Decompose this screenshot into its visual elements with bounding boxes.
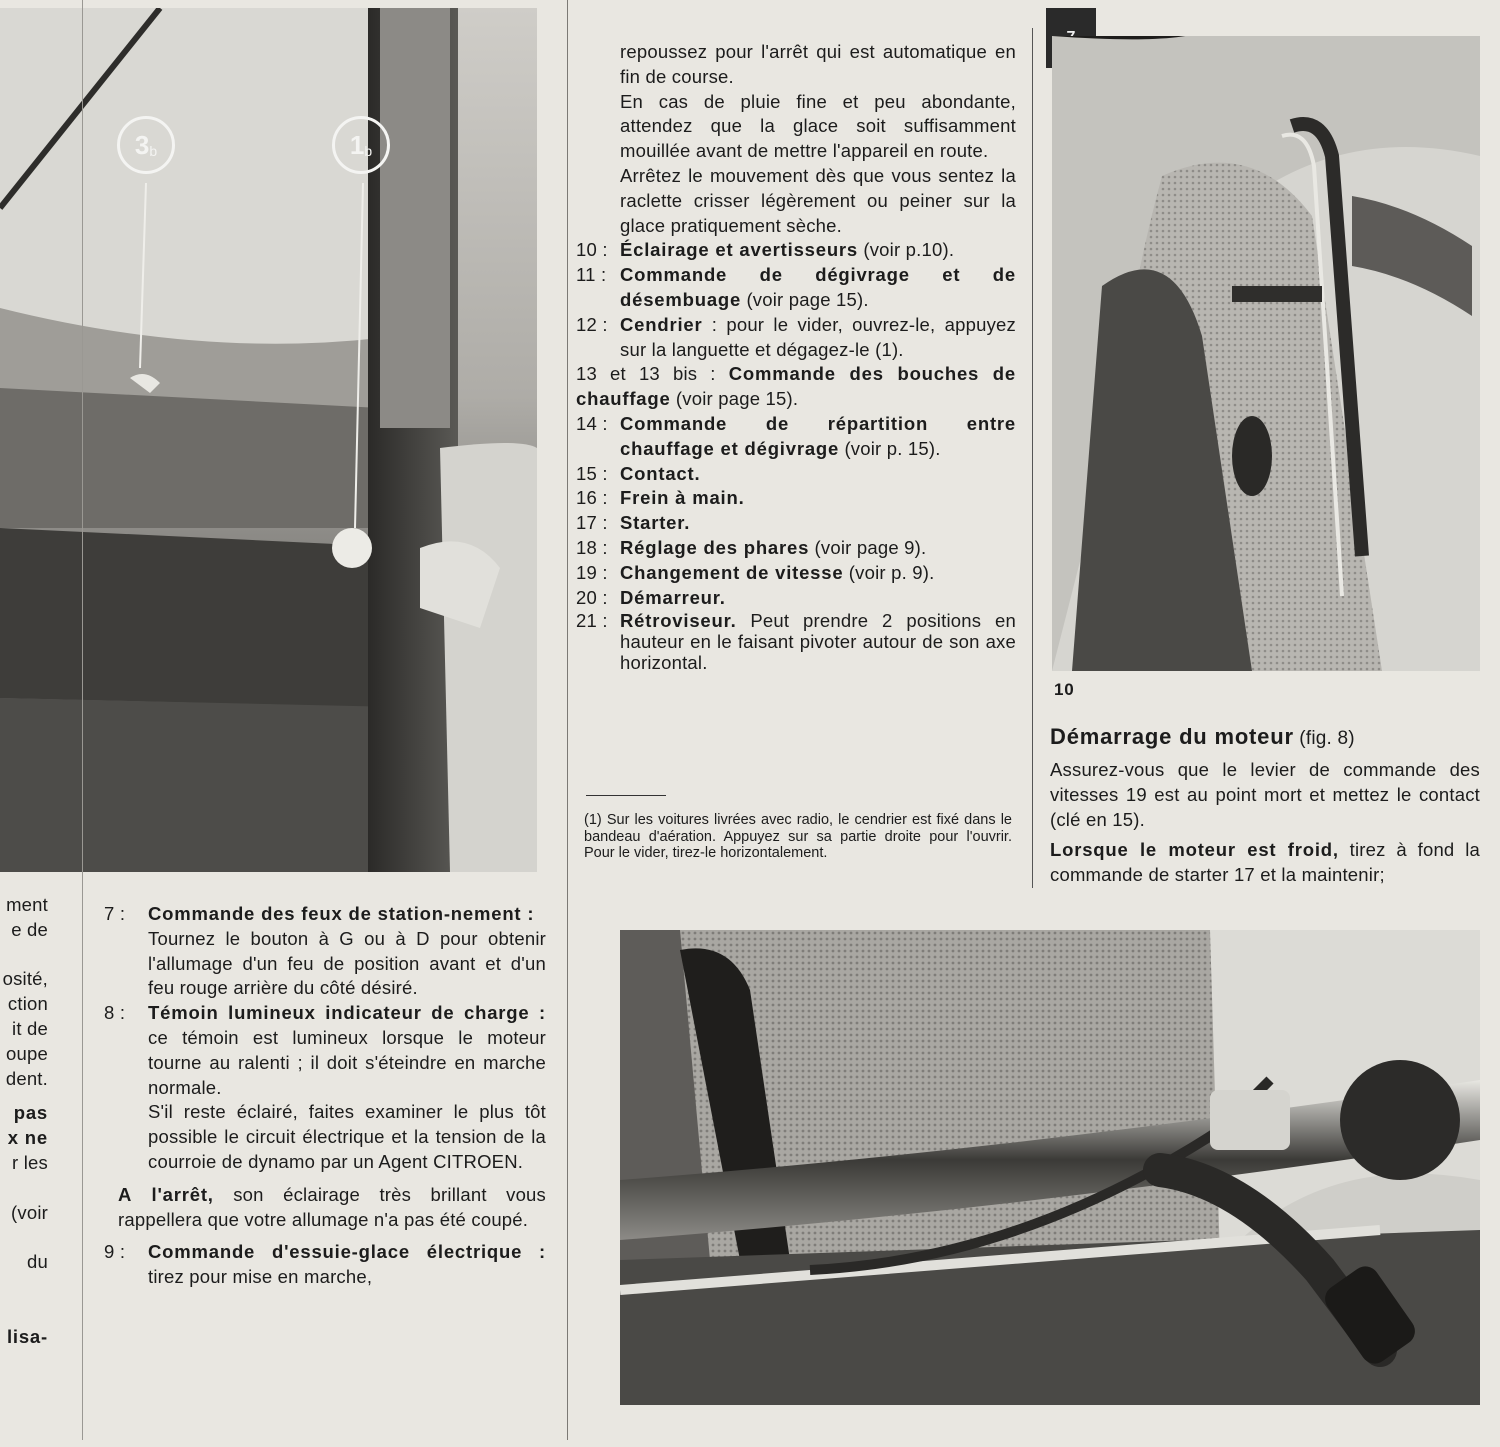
start-paragraph-2-title: Lorsque le moteur est froid, <box>1050 839 1339 861</box>
left-text-column <box>104 902 546 1290</box>
item-8 <box>104 1001 546 1175</box>
wiper-paragraph-1: repoussez pour l'arrêt qui est automatique en fin de course. <box>620 41 1016 87</box>
item-title: Réglage des phares <box>620 536 810 558</box>
edge-line <box>0 943 48 968</box>
item-rest: Peut prendre 2 positions en hauteur en le faisant pivoter autour de son axe horizontal. <box>620 610 1016 674</box>
item-number: 10 : <box>576 239 608 261</box>
item-8-body2: S'il reste éclairé, faites examiner le plus tôt possible le circuit électrique et la tension de la courroie de dynamo par un Agent CITROEN. <box>148 1101 546 1172</box>
starter-closeup-photo <box>620 930 1480 1405</box>
column-divider <box>1032 28 1033 888</box>
figure-number: 10 <box>1054 680 1075 699</box>
item-9 <box>104 1240 546 1290</box>
edge-line <box>0 1176 48 1201</box>
edge-line: it de <box>12 1017 48 1039</box>
edge-line: e de <box>11 918 48 940</box>
item-8-title: Témoin lumineux indicateur de charge : <box>148 1002 546 1024</box>
section-heading-title: Démarrage du moteur <box>1050 724 1294 749</box>
callout-3b-sub: b <box>149 143 158 159</box>
callout-1b-sub: b <box>364 143 373 159</box>
item-number: 13 et 13 bis : <box>576 363 716 385</box>
item-rest: (voir page 9). <box>809 536 927 558</box>
arret-title: A l'arrêt, <box>118 1183 214 1205</box>
list-item <box>576 486 1016 511</box>
item-rest: (voir p. 15). <box>839 437 941 459</box>
edge-line: ment <box>6 894 48 915</box>
item-number: 21 : <box>576 610 608 632</box>
list-item <box>576 263 1016 313</box>
item-number: 16 : <box>576 487 608 509</box>
list-item <box>576 536 1016 561</box>
item-9-title: Commande d'essuie-glace électrique : <box>148 1241 546 1263</box>
start-paragraph-2 <box>1050 838 1480 888</box>
list-item <box>576 238 1016 263</box>
left-page <box>0 0 560 1447</box>
item-title: Commande de répartition entre chauffage et dégivrage <box>620 412 1016 459</box>
footnote: (1) Sur les voitures livrées avec radio, le cendrier est fixé dans le bandeau d'aération. Appuyez sur sa partie droite pour l'ouvrir. Pour le vider, tirez-le horizontalement. <box>584 812 1012 861</box>
item-rest: (voir page 15). <box>670 388 799 410</box>
item-7-title: Commande des feux de station-nement : <box>148 903 535 924</box>
item-title: Éclairage et avertisseurs <box>620 239 859 261</box>
section-heading <box>1050 722 1480 754</box>
item-title: Starter. <box>620 512 691 534</box>
list-item <box>576 412 1016 462</box>
item-number: 15 : <box>576 462 608 484</box>
dashboard-photo <box>0 8 537 872</box>
edge-line: ction <box>7 993 48 1015</box>
item-rest: : pour le vider, ouvrez-le, appuyez sur la languette et dégagez-le (1). <box>620 313 1016 360</box>
starter-illustration <box>1052 36 1480 671</box>
edge-line: osité, <box>2 968 48 990</box>
list-item <box>576 561 1016 586</box>
edge-line <box>0 1300 48 1325</box>
start-paragraph-2-body: tirez à fond la commande de starter 17 et la maintenir; <box>1050 839 1481 886</box>
wiper-paragraph-2: En cas de pluie fine et peu abondante, attendez que la glace soit suffisamment mouillée avant de mettre l'appareil en route. <box>620 90 1016 162</box>
right-text-column-1 <box>576 40 1016 673</box>
callout-1b <box>332 116 390 174</box>
dashboard-illustration <box>0 8 537 872</box>
item-title: Rétroviseur. <box>620 610 737 632</box>
item-8-body: ce témoin est lumineux lorsque le moteur tourne au ralenti ; il doit s'éteindre en marche normale. <box>148 1026 546 1098</box>
item-9-body: tirez pour mise en marche, <box>148 1266 373 1288</box>
edge-line <box>0 1275 48 1300</box>
starter-closeup-illustration <box>620 930 1480 1405</box>
item-number: 19 : <box>576 561 608 583</box>
item-title: Contact. <box>620 462 701 484</box>
item-rest: (voir p. 9). <box>843 561 935 583</box>
arret-body: son éclairage très brillant vous rappellera que votre allumage n'a pas été coupé. <box>118 1183 546 1230</box>
item-9-number: 9 : <box>104 1241 126 1263</box>
item-title: Cendrier <box>620 313 703 335</box>
list-item <box>576 362 1016 412</box>
list-item <box>576 511 1016 536</box>
right-page <box>568 0 1500 1447</box>
left-fold-line <box>82 0 83 1440</box>
item-title: Commande des bouches de chauffage <box>576 363 1016 410</box>
arret-paragraph <box>104 1183 546 1233</box>
start-paragraph-1: Assurez-vous que le levier de commande des vitesses 19 est au point mort et mettez le contact (clé en 15). <box>1050 759 1480 830</box>
item-number: 12 : <box>576 313 608 335</box>
item-rest: (voir p.10). <box>858 239 955 261</box>
item-number: 18 : <box>576 536 608 558</box>
list-item <box>576 610 1016 673</box>
edge-line: x ne <box>7 1127 48 1149</box>
section-heading-ref: (fig. 8) <box>1293 728 1355 749</box>
item-title: Commande de dégivrage et de désembuage <box>620 264 1016 310</box>
list-item <box>576 586 1016 611</box>
item-title: Changement de vitesse <box>620 561 844 583</box>
list-item <box>576 462 1016 487</box>
callout-1b-label: 1 <box>349 129 365 160</box>
edge-line: pas <box>13 1102 48 1124</box>
edge-line: du <box>27 1251 48 1273</box>
list-item <box>576 313 1016 363</box>
item-7-number: 7 : <box>104 903 126 924</box>
right-text-column-2 <box>1050 722 1480 888</box>
item-title: Démarreur. <box>620 586 726 608</box>
footnote-rule <box>586 795 666 796</box>
item-number: 20 : <box>576 586 608 608</box>
item-7 <box>104 902 546 1001</box>
item-7-body: Tournez le bouton à G ou à D pour obtenir l'allumage d'un feu de position avant et d'un feu rouge arrière du côté désiré. <box>148 927 546 999</box>
edge-line: (voir <box>11 1201 48 1223</box>
item-title: Frein à main. <box>620 487 745 509</box>
wiper-paragraph-3: Arrêtez le mouvement dès que vous sentez la raclette crisser légèrement ou peiner sur la glace pratiquement sèche. <box>620 164 1016 236</box>
edge-line: lisa- <box>6 1325 48 1347</box>
item-number: 14 : <box>576 412 608 434</box>
item-number: 17 : <box>576 512 608 534</box>
edge-line <box>0 1225 48 1250</box>
callout-3b-label: 3 <box>134 129 150 160</box>
item-rest: (voir page 15). <box>741 288 869 310</box>
edge-line: oupe <box>6 1042 48 1064</box>
edge-line: r les <box>12 1151 48 1173</box>
item-number: 11 : <box>576 264 607 286</box>
edge-line: dent. <box>5 1067 48 1089</box>
item-8-number: 8 : <box>104 1002 126 1024</box>
callout-3b <box>117 116 175 174</box>
starter-photo <box>1052 36 1480 671</box>
left-edge-text <box>0 893 48 1349</box>
